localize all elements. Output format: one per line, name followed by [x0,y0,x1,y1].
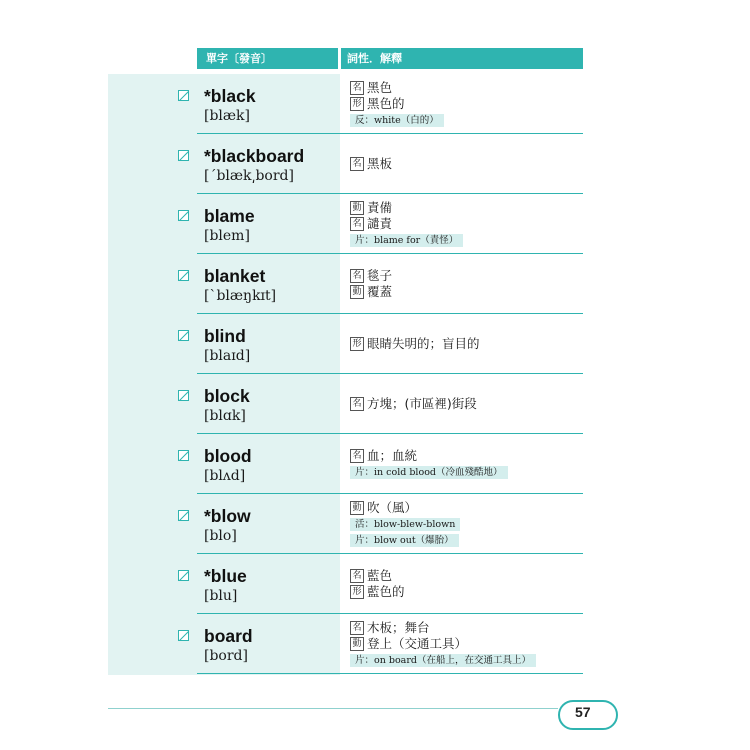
definition-line [350,500,590,516]
entry-pronunciation: [blaɪd] [204,348,251,364]
definition-text: 責備 [367,200,393,215]
entry-definitions [350,336,590,352]
entry-word: block [204,386,250,406]
part-of-speech-tag: 形 [350,337,364,351]
word-column-header: 單字〔發音〕 [197,48,338,69]
entry-word: *black [204,86,256,106]
checkbox-icon[interactable] [178,390,189,401]
vocab-entry [0,134,750,194]
vocab-entry [0,254,750,314]
vocab-entry [0,614,750,674]
entry-pronunciation: [blu] [204,588,238,604]
entry-word: *blue [204,566,247,586]
definition-line [350,464,590,480]
part-of-speech-tag: 動 [350,501,364,515]
definition-line [350,652,590,668]
definition-line [350,636,590,652]
vocab-entry [0,554,750,614]
definition-line [350,568,590,584]
usage-note: 片：in cold blood（冷血殘酷地） [350,466,508,479]
part-of-speech-tag: 動 [350,637,364,651]
definition-line [350,156,590,172]
definition-line [350,80,590,96]
checkbox-icon[interactable] [178,150,189,161]
part-of-speech-tag: 形 [350,97,364,111]
entry-definitions [350,268,590,300]
usage-note: 片：blame for（責怪） [350,234,463,247]
part-of-speech-tag: 名 [350,621,364,635]
definition-text: 黑色的 [367,96,405,111]
entry-pronunciation: [ˊblæk͵bord] [204,168,294,184]
definition-line [350,284,590,300]
checkbox-icon[interactable] [178,570,189,581]
definition-line [350,268,590,284]
definition-line [350,336,590,352]
part-of-speech-tag: 名 [350,217,364,231]
entry-pronunciation: [blem] [204,228,250,244]
entry-definitions [350,396,590,412]
row-divider [197,673,583,674]
part-of-speech-tag: 名 [350,449,364,463]
entry-word: blind [204,326,246,346]
entry-pronunciation: [ˋblæŋkɪt] [204,288,277,304]
definition-text: 登上（交通工具） [367,636,468,651]
entry-pronunciation: [blɑk] [204,408,246,424]
usage-note: 反：white（白的） [350,114,444,127]
part-of-speech-tag: 名 [350,157,364,171]
definition-line [350,584,590,600]
part-of-speech-tag: 形 [350,585,364,599]
definition-text: 覆蓋 [367,284,393,299]
checkbox-icon[interactable] [178,270,189,281]
checkbox-icon[interactable] [178,510,189,521]
entry-definitions [350,156,590,172]
vocab-entry [0,314,750,374]
checkbox-icon[interactable] [178,210,189,221]
definition-line [350,96,590,112]
part-of-speech-tag: 名 [350,269,364,283]
definition-line [350,448,590,464]
entry-definitions [350,500,590,548]
usage-note: 活：blow-blew-blown [350,518,460,531]
vocab-entry [0,374,750,434]
definition-line [350,532,590,548]
entry-pronunciation: [blæk] [204,108,251,124]
part-of-speech-tag: 動 [350,285,364,299]
definition-text: 黑色 [367,80,393,95]
page-number: 57 [575,704,591,720]
usage-note: 片：blow out（爆胎） [350,534,459,547]
part-of-speech-tag: 名 [350,81,364,95]
definition-line [350,216,590,232]
definition-line [350,112,590,128]
definition-text: 吹（風） [367,500,418,515]
definition-text: 方塊；(市區裡)街段 [367,396,477,411]
checkbox-icon[interactable] [178,450,189,461]
footer-rule [108,708,558,709]
entry-word: blame [204,206,255,226]
definition-text: 譴責 [367,216,393,231]
entry-word: *blow [204,506,251,526]
definition-line [350,516,590,532]
entry-pronunciation: [bord] [204,648,248,664]
vocab-entry [0,494,750,554]
entry-word: blood [204,446,252,466]
definition-text: 血；血統 [367,448,418,463]
definition-text: 藍色的 [367,584,405,599]
definition-column-header: 詞性．解釋 [341,48,583,69]
checkbox-icon[interactable] [178,330,189,341]
entry-word: *blackboard [204,146,305,166]
part-of-speech-tag: 名 [350,569,364,583]
vocab-entry [0,434,750,494]
definition-text: 木板；舞台 [367,620,430,635]
definition-text: 黑板 [367,156,393,171]
definition-line [350,232,590,248]
entry-definitions [350,620,590,668]
definition-text: 眼睛失明的；盲目的 [367,336,480,351]
entry-definitions [350,448,590,480]
entry-word: board [204,626,253,646]
definition-line [350,620,590,636]
entry-definitions [350,200,590,248]
entry-word: blanket [204,266,266,286]
definition-text: 毯子 [367,268,393,283]
checkbox-icon[interactable] [178,90,189,101]
entry-pronunciation: [blʌd] [204,468,246,484]
part-of-speech-tag: 動 [350,201,364,215]
definition-line [350,396,590,412]
vocab-entry [0,194,750,254]
entry-definitions [350,568,590,600]
definition-line [350,200,590,216]
usage-note: 片：on board（在船上，在交通工具上） [350,654,536,667]
part-of-speech-tag: 名 [350,397,364,411]
vocab-entry [0,74,750,134]
definition-text: 藍色 [367,568,393,583]
entry-definitions [350,80,590,128]
entry-pronunciation: [blo] [204,528,237,544]
checkbox-icon[interactable] [178,630,189,641]
